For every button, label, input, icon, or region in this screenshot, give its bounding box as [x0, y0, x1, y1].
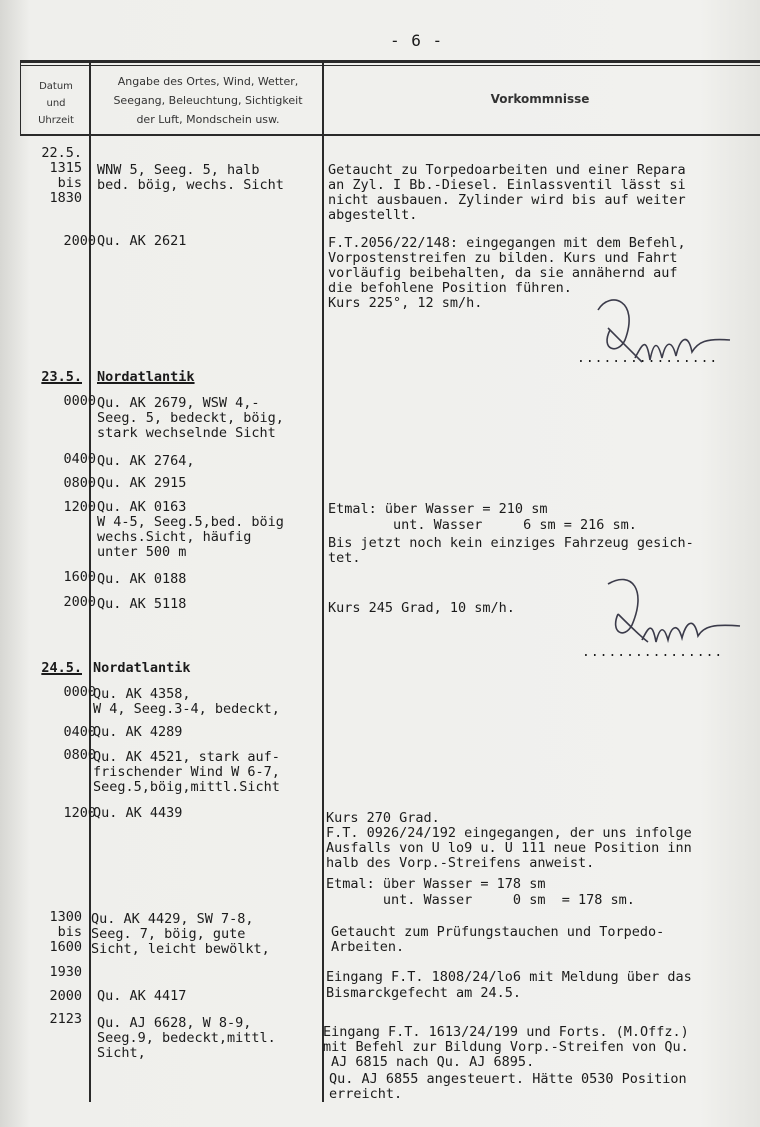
place-text: Qu. AK 4358,	[93, 686, 191, 702]
place-text: Qu. AK 4439	[93, 805, 183, 821]
place-text: frischender Wind W 6-7,	[93, 764, 280, 780]
event-text: unt. Wasser 6 sm = 216 sm.	[328, 517, 637, 533]
event-text: Eingang F.T. 1808/24/lo6 mit Meldung über das	[326, 969, 692, 985]
time-text: 2000	[63, 233, 96, 249]
event-text: Qu. AJ 6855 angesteuert. Hätte 0530 Position	[329, 1071, 687, 1087]
header-place-line: Seegang, Beleuchtung, Sichtigkeit	[113, 94, 303, 107]
place-text: Qu. AK 2915	[97, 475, 187, 491]
place-text: Seeg.5,böig,mittl.Sicht	[93, 779, 280, 795]
header-rule	[20, 134, 760, 136]
event-text: Kurs 225°, 12 sm/h.	[328, 295, 483, 311]
place-text: unter 500 m	[97, 544, 187, 560]
event-text: Bis jetzt noch kein einziges Fahrzeug gesich-	[328, 535, 694, 551]
header-date-line: und	[46, 98, 66, 109]
time-text: 1200	[63, 805, 96, 821]
time-text: 1600	[63, 569, 96, 585]
place-text: Qu. AK 4289	[93, 724, 183, 740]
time-text: 0800	[63, 475, 96, 491]
left-border	[20, 60, 21, 136]
place-text: W 4-5, Seeg.5,bed. böig	[97, 514, 284, 530]
place-text: stark wechselnde Sicht	[97, 425, 276, 441]
event-text: Ausfalls von U lo9 u. U 111 neue Position inn	[326, 840, 692, 856]
place-text: W 4, Seeg.3-4, bedeckt,	[93, 701, 280, 717]
time-text: 2123	[49, 1011, 82, 1027]
place-text: Qu. AK 4429, SW 7-8,	[91, 911, 254, 927]
event-text: nicht ausbauen. Zylinder wird bis auf weiter	[328, 192, 686, 208]
event-text: Etmal: über Wasser = 210 sm	[328, 501, 548, 517]
time-text: 0000	[63, 393, 96, 409]
header-events-column: Vorkommnisse	[490, 92, 590, 106]
event-text: Kurs 270 Grad.	[326, 810, 440, 826]
place-text: Qu. AK 5118	[97, 596, 187, 612]
place-text: Seeg. 7, böig, gute	[91, 926, 246, 942]
event-text: Eingang F.T. 1613/24/199 und Forts. (M.Offz.)	[323, 1024, 689, 1040]
place-text: WNW 5, Seeg. 5, halb	[97, 162, 260, 178]
event-text: vorläufig beibehalten, da sie annähernd auf	[328, 265, 678, 281]
time-text: 0400	[63, 724, 96, 740]
event-text: Getaucht zu Torpedoarbeiten und einer Repara	[328, 162, 686, 178]
event-text: an Zyl. I Bb.-Diesel. Einlassventil lässt si	[328, 177, 686, 193]
header-date-line: Datum	[39, 81, 73, 92]
place-text: Qu. AK 2621	[97, 233, 187, 249]
event-text: F.T.2056/22/148: eingegangen mit dem Befehl,	[328, 235, 686, 251]
time-text: bis	[57, 175, 82, 191]
place-text: Qu. AK 2764,	[97, 453, 195, 469]
time-text: 0400	[63, 451, 96, 467]
region-text: Nordatlantik	[97, 369, 195, 385]
place-text: wechs.Sicht, häufig	[97, 529, 252, 545]
event-text: halb des Vorp.-Streifens anweist.	[326, 855, 595, 871]
time-text: 0000	[63, 684, 96, 700]
top-rule	[20, 60, 760, 63]
event-text: AJ 6815 nach Qu. AJ 6895.	[331, 1054, 535, 1070]
region-text: Nordatlantik	[93, 660, 191, 676]
signature-1	[580, 280, 750, 390]
place-text: Seeg. 5, bedeckt, böig,	[97, 410, 284, 426]
place-text: bed. böig, wechs. Sicht	[97, 177, 284, 193]
time-text: 1200	[63, 499, 96, 515]
time-text: bis	[57, 924, 82, 940]
page-number: - 6 -	[390, 31, 444, 50]
time-text: 0800	[63, 747, 96, 763]
time-text: 1930	[49, 964, 82, 980]
date-text: 23.5.	[41, 369, 82, 385]
signature-line: ................	[577, 351, 719, 366]
signature-line: ................	[582, 645, 724, 660]
place-text: Sicht, leicht bewölkt,	[91, 941, 270, 957]
event-text: die befohlene Position führen.	[328, 280, 572, 296]
time-text: 1600	[49, 939, 82, 955]
time-text: 2000	[49, 988, 82, 1004]
header-date-line: Uhrzeit	[38, 115, 74, 126]
place-text: Qu. AK 0163	[97, 499, 187, 515]
header-place-line: Angabe des Ortes, Wind, Wetter,	[117, 75, 299, 88]
time-text: 1830	[49, 190, 82, 206]
place-text: Qu. AK 4521, stark auf-	[93, 749, 280, 765]
event-text: Arbeiten.	[331, 939, 405, 955]
header-place-column	[92, 72, 324, 129]
event-text: Kurs 245 Grad, 10 sm/h.	[328, 600, 515, 616]
time-text: 1300	[49, 909, 82, 925]
date-text: 24.5.	[41, 660, 82, 676]
event-text: mit Befehl zur Bildung Vorp.-Streifen von Qu.	[323, 1039, 689, 1055]
column-divider-2	[322, 62, 324, 1102]
top-rule-thin	[20, 65, 760, 66]
date-text: 22.5.	[41, 145, 82, 161]
event-text: Bismarckgefecht am 24.5.	[326, 985, 522, 1001]
header-place-line: der Luft, Mondschein usw.	[136, 113, 280, 126]
event-text: F.T. 0926/24/192 eingegangen, der uns infolge	[326, 825, 692, 841]
header-date-column	[22, 78, 90, 129]
time-text: 2000	[63, 594, 96, 610]
event-text: tet.	[328, 550, 361, 566]
place-text: Qu. AK 4417	[97, 988, 187, 1004]
event-text: Etmal: über Wasser = 178 sm	[326, 876, 546, 892]
place-text: Qu. AK 2679, WSW 4,-	[97, 395, 260, 411]
place-text: Qu. AK 0188	[97, 571, 187, 587]
place-text: Qu. AJ 6628, W 8-9,	[97, 1015, 252, 1031]
event-text: Vorpostenstreifen zu bilden. Kurs und Fahrt	[328, 250, 678, 266]
event-text: abgestellt.	[328, 207, 418, 223]
event-text: unt. Wasser 0 sm = 178 sm.	[326, 892, 635, 908]
place-text: Seeg.9, bedeckt,mittl.	[97, 1030, 276, 1046]
event-text: erreicht.	[329, 1086, 403, 1102]
time-text: 1315	[49, 160, 82, 176]
event-text: Getaucht zum Prüfungstauchen und Torpedo-	[331, 924, 665, 940]
place-text: Sicht,	[97, 1045, 146, 1061]
